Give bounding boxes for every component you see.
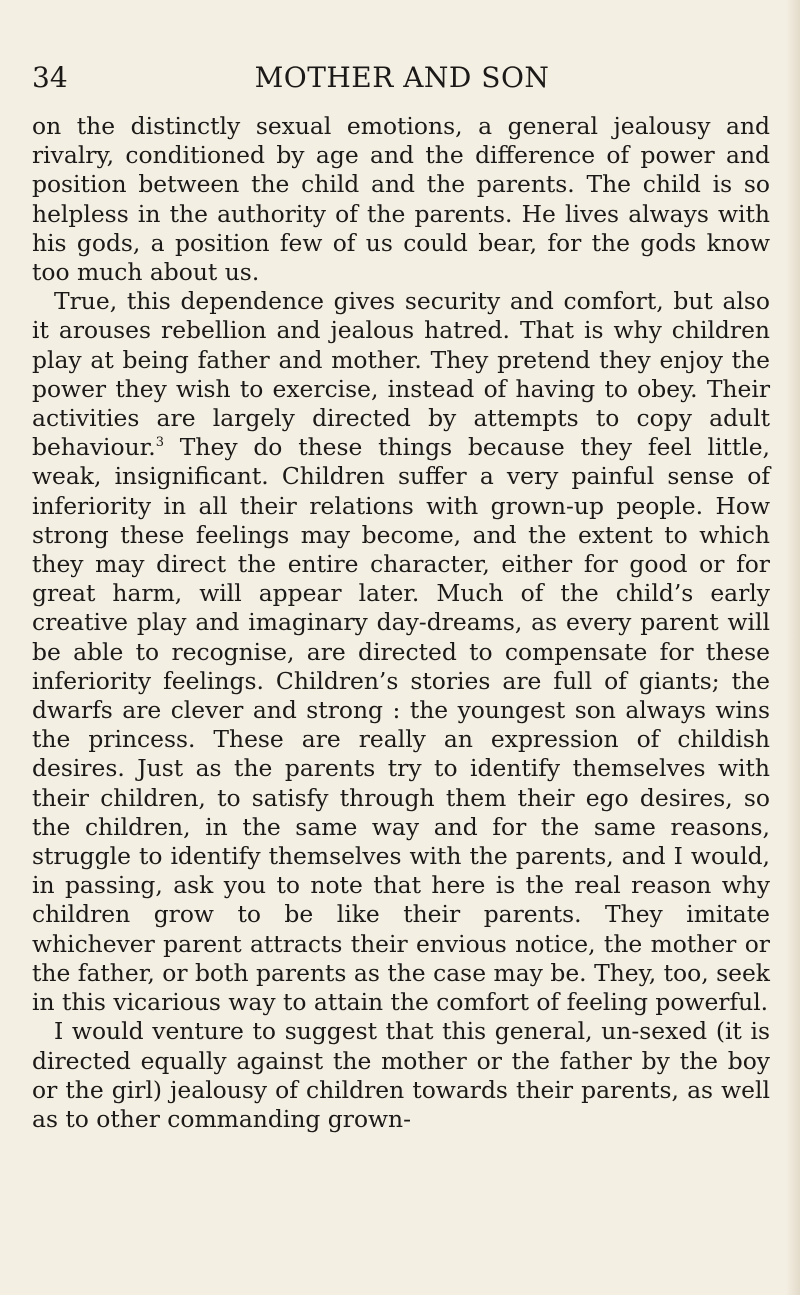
body-text [32, 112, 770, 1134]
running-title: MOTHER AND SON [254, 61, 550, 94]
page-number: 34 [32, 61, 68, 94]
paragraph-3: I would venture to suggest that this general, un-sexed (it is directed equally against the mother or the father by the boy or the girl) jealousy of children towards their parents, as well as to other commanding grown- [32, 1017, 770, 1133]
paragraph-1: on the distinctly sexual emotions, a general jealousy and rivalry, conditioned by age and the difference of power and position between the child and the parents. The child is so helpless in the authority of the parents. He lives always with his gods, a position few of us could bear, for the gods know too much about us. [32, 112, 770, 287]
footnote-marker: 3 [155, 435, 164, 451]
paragraph-2-part-2: They do these things because they feel little, weak, insignificant. Children suffer a very painful sense of inferiority in all their relations with grown-up people. How strong these feelings may become, and the extent to which they may direct the entire character, either for good or for great harm, will appear later. Much of the child’s early creative play and imaginary day-dreams, as every parent will be able to recognise, are directed to compensate for these inferiority feelings. Children’s stories are full of giants; the dwarfs are clever and strong : the youngest son always wins the princess. These are really an expression of childish desires. Just as the parents try to identify themselves with their children, to satisfy through them their ego desires, so the children, in the same way and for the same reasons, struggle to identify themselves with the parents, and I would, in passing, ask you to note that here is the real reason why children grow to be like their parents. They imitate whichever parent attracts their envious notice, the mother or the father, or both parents as the case may be. They, too, seek in this vicarious way to attain the comfort of feeling powerful. [32, 433, 770, 1017]
paragraph-2-part-1: True, this dependence gives security and comfort, but also it arouses rebellion and jealous hatred. That is why children play at being father and mother. They pretend they enjoy the power they wish to exercise, instead of having to obey. Their activities are largely directed by attempts to copy adult behaviour. [32, 287, 770, 462]
paragraph-2 [32, 287, 770, 1017]
page-header [32, 58, 772, 102]
page-edge-shadow [786, 0, 800, 1295]
